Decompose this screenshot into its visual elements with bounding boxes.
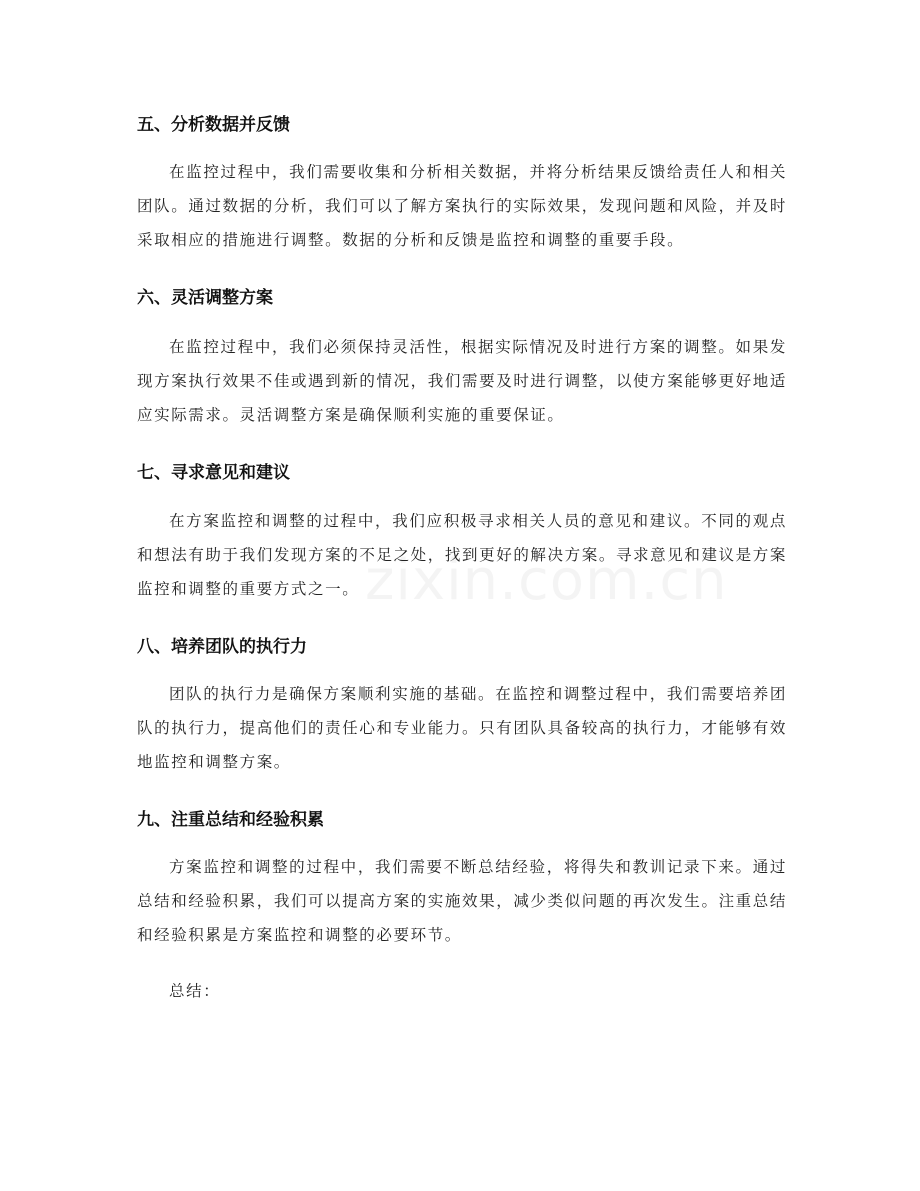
section-heading-8: 八、培养团队的执行力 (137, 637, 307, 657)
section-heading-5: 五、分析数据并反馈 (137, 115, 290, 135)
section-paragraph-7: 在方案监控和调整的过程中，我们应积极寻求相关人员的意见和建议。不同的观点和想法有助于我们发现方案的不足之处，找到更好的解决方案。寻求意见和建议是方案监控和调整的重要方式之一。 (137, 512, 787, 598)
summary-label: 总结： (169, 982, 221, 1000)
section-paragraph-5: 在监控过程中，我们需要收集和分析相关数据，并将分析结果反馈给责任人和相关团队。通过数据的分析，我们可以了解方案执行的实际效果，发现问题和风险，并及时采取相应的措施进行调整。数据的分析和反馈是监控和调整的重要手段。 (137, 163, 787, 249)
section-paragraph-8: 团队的执行力是确保方案顺利实施的基础。在监控和调整过程中，我们需要培养团队的执行力，提高他们的责任心和专业能力。只有团队具备较高的执行力，才能够有效地监控和调整方案。 (137, 685, 787, 771)
section-paragraph-9: 方案监控和调整的过程中，我们需要不断总结经验，将得失和教训记录下来。通过总结和经验积累，我们可以提高方案的实施效果，减少类似问题的再次发生。注重总结和经验积累是方案监控和调整的必要环节。 (137, 858, 787, 944)
section-heading-7: 七、寻求意见和建议 (137, 463, 290, 483)
section-paragraph-6: 在监控过程中，我们必须保持灵活性，根据实际情况及时进行方案的调整。如果发现方案执行效果不佳或遇到新的情况，我们需要及时进行调整，以使方案能够更好地适应实际需求。灵活调整方案是确保顺利实施的重要保证。 (137, 338, 787, 424)
section-heading-9: 九、注重总结和经验积累 (137, 810, 324, 830)
section-heading-6: 六、灵活调整方案 (137, 288, 273, 308)
